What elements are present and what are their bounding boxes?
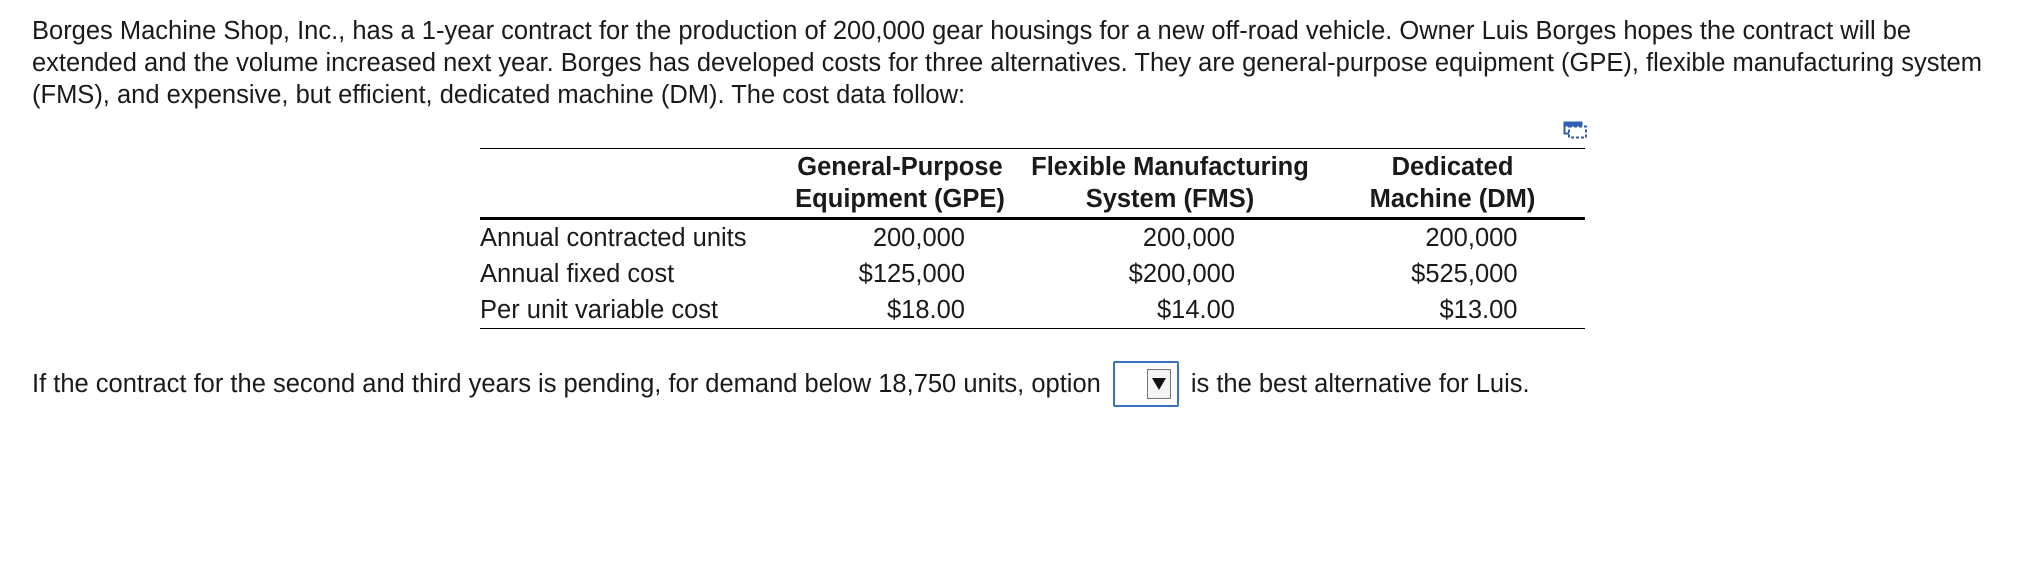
table-row <box>480 292 1585 329</box>
table-cell <box>1020 219 1320 257</box>
header-gpe <box>780 149 1020 219</box>
header-fms-line2: System (FMS) <box>1085 185 1255 213</box>
table-cell <box>1020 292 1320 329</box>
table-cell <box>780 256 1020 292</box>
table-cell <box>1320 292 1585 329</box>
header-fms <box>1020 149 1320 219</box>
table-cell <box>780 219 1020 257</box>
table-row <box>480 256 1585 292</box>
copy-table-icon[interactable] <box>1563 121 1589 143</box>
row-label: Annual contracted units <box>480 224 747 252</box>
table-cell <box>780 292 1020 329</box>
header-dm-line1: Dedicated <box>1391 153 1514 181</box>
table-header-row <box>480 149 1585 219</box>
cell-value: $525,000 <box>1411 260 1518 288</box>
cell-value: $200,000 <box>1128 260 1235 288</box>
answer-dropdown[interactable] <box>1113 361 1179 407</box>
question-text-after: is the best alternative for Luis. <box>1190 369 1530 398</box>
question-text-before: If the contract for the second and third years is pending, for demand below 18,750 units, option <box>32 369 1101 398</box>
row-label: Annual fixed cost <box>480 260 675 288</box>
table-cell <box>1320 256 1585 292</box>
header-dm-line2: Machine (DM) <box>1369 185 1536 213</box>
cell-value: 200,000 <box>1142 224 1235 252</box>
header-gpe-line2: Equipment (GPE) <box>795 185 1005 213</box>
cell-value: 200,000 <box>872 224 965 252</box>
table-cell <box>1020 256 1320 292</box>
dropdown-arrow-icon[interactable] <box>1147 369 1171 399</box>
question-sentence <box>32 358 1530 410</box>
header-dm <box>1320 149 1585 219</box>
header-blank <box>480 149 780 219</box>
cell-value: $125,000 <box>858 260 965 288</box>
header-gpe-line1: General-Purpose <box>797 153 1003 181</box>
cell-value: 200,000 <box>1425 224 1518 252</box>
cost-data-table <box>480 148 1585 329</box>
header-fms-line1: Flexible Manufacturing <box>1031 153 1309 181</box>
problem-statement: Borges Machine Shop, Inc., has a 1-year contract for the production of 200,000 gear housings for a new off-road vehicle. Owner Luis Borges hopes the contract will be extended and the volume increased next year. Borges has developed costs for three alternatives. They are general-purpose equipment (GPE), flexible manufacturing system (FMS), and expensive, but efficient, dedicated machine (DM). The cost data follow: <box>32 17 1982 109</box>
cost-data-table-container <box>480 148 1585 329</box>
cell-value: $13.00 <box>1439 296 1518 324</box>
cell-value: $14.00 <box>1157 296 1235 324</box>
cell-value: $18.00 <box>887 296 965 324</box>
row-label: Per unit variable cost <box>480 296 719 324</box>
table-row <box>480 219 1585 257</box>
table-cell <box>1320 219 1585 257</box>
